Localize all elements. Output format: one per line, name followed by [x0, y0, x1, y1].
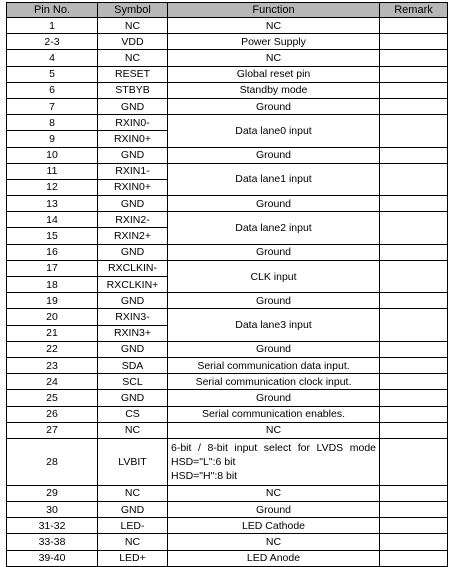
function-cell: NC: [168, 485, 380, 501]
symbol-cell: GND: [98, 196, 168, 212]
function-cell: Ground: [168, 147, 380, 163]
remark-cell: [380, 260, 448, 292]
pin-number-cell: 28: [7, 438, 98, 485]
symbol-cell: GND: [98, 293, 168, 309]
pin-number-cell: 8: [7, 115, 98, 131]
remark-cell: [380, 485, 448, 501]
symbol-cell: GND: [98, 98, 168, 114]
remark-cell: [380, 66, 448, 82]
symbol-cell: NC: [98, 534, 168, 550]
symbol-cell: LED-: [98, 518, 168, 534]
function-cell: [168, 438, 380, 485]
table-row: [7, 341, 448, 357]
remark-cell: [380, 82, 448, 98]
symbol-cell: RXIN2+: [98, 228, 168, 244]
pin-number-cell: 30: [7, 502, 98, 518]
pin-number-cell: 20: [7, 309, 98, 325]
header-remark: Remark: [380, 3, 448, 18]
symbol-cell: VDD: [98, 34, 168, 50]
table-row: [7, 309, 448, 325]
function-cell: Serial communication data input.: [168, 357, 380, 373]
symbol-cell: RXIN2-: [98, 212, 168, 228]
table-row: [7, 438, 448, 485]
remark-cell: [380, 212, 448, 244]
remark-cell: [380, 518, 448, 534]
table-row: [7, 293, 448, 309]
symbol-cell: RXIN0-: [98, 115, 168, 131]
symbol-cell: CS: [98, 406, 168, 422]
symbol-cell: LED+: [98, 550, 168, 566]
remark-cell: [380, 438, 448, 485]
remark-cell: [380, 309, 448, 341]
symbol-cell: RXIN3+: [98, 325, 168, 341]
table-row: [7, 390, 448, 406]
symbol-cell: STBYB: [98, 82, 168, 98]
symbol-cell: GND: [98, 502, 168, 518]
function-line: HSD="H":8 bit: [171, 469, 238, 482]
function-cell: Data lane1 input: [168, 163, 380, 195]
table-row: [7, 18, 448, 34]
remark-cell: [380, 293, 448, 309]
remark-cell: [380, 374, 448, 390]
pin-number-cell: 16: [7, 244, 98, 260]
pin-number-cell: 25: [7, 390, 98, 406]
pin-number-cell: 5: [7, 66, 98, 82]
remark-cell: [380, 163, 448, 195]
remark-cell: [380, 34, 448, 50]
table-row: [7, 485, 448, 501]
function-cell: Ground: [168, 341, 380, 357]
symbol-cell: GND: [98, 147, 168, 163]
table-header-row: [7, 3, 448, 18]
symbol-cell: NC: [98, 18, 168, 34]
function-cell: Ground: [168, 244, 380, 260]
pin-number-cell: 14: [7, 212, 98, 228]
header-function: Function: [168, 3, 380, 18]
symbol-cell: NC: [98, 50, 168, 66]
remark-cell: [380, 341, 448, 357]
symbol-cell: NC: [98, 485, 168, 501]
pin-number-cell: 31-32: [7, 518, 98, 534]
table-row: [7, 406, 448, 422]
table-row: [7, 357, 448, 373]
pin-number-cell: 6: [7, 82, 98, 98]
function-cell: Power Supply: [168, 34, 380, 50]
table-row: [7, 34, 448, 50]
pin-number-cell: 24: [7, 374, 98, 390]
table-row: [7, 550, 448, 566]
function-cell: NC: [168, 422, 380, 438]
symbol-cell: LVBIT: [98, 438, 168, 485]
function-cell: Data lane3 input: [168, 309, 380, 341]
remark-cell: [380, 244, 448, 260]
function-cell: Ground: [168, 196, 380, 212]
function-cell: Serial communication clock input.: [168, 374, 380, 390]
pin-number-cell: 22: [7, 341, 98, 357]
function-cell: Ground: [168, 293, 380, 309]
pin-number-cell: 1: [7, 18, 98, 34]
table-row: [7, 518, 448, 534]
remark-cell: [380, 357, 448, 373]
symbol-cell: GND: [98, 244, 168, 260]
function-cell: NC: [168, 534, 380, 550]
header-pin-no: Pin No.: [7, 3, 98, 18]
table-body: [7, 18, 448, 567]
pin-number-cell: 21: [7, 325, 98, 341]
table-row: [7, 196, 448, 212]
pin-number-cell: 33-38: [7, 534, 98, 550]
pin-number-cell: 9: [7, 131, 98, 147]
symbol-cell: RXIN3-: [98, 309, 168, 325]
table-row: [7, 82, 448, 98]
table-row: [7, 534, 448, 550]
symbol-cell: RXCLKIN-: [98, 260, 168, 276]
pin-number-cell: 39-40: [7, 550, 98, 566]
function-cell: NC: [168, 50, 380, 66]
function-cell: Data lane0 input: [168, 115, 380, 147]
function-cell: CLK input: [168, 260, 380, 292]
function-cell: Global reset pin: [168, 66, 380, 82]
table-row: [7, 50, 448, 66]
remark-cell: [380, 502, 448, 518]
symbol-cell: RESET: [98, 66, 168, 82]
table-row: [7, 260, 448, 276]
pin-number-cell: 13: [7, 196, 98, 212]
symbol-cell: GND: [98, 390, 168, 406]
table-row: [7, 422, 448, 438]
pin-number-cell: 11: [7, 163, 98, 179]
table-row: [7, 163, 448, 179]
remark-cell: [380, 406, 448, 422]
function-cell: Data lane2 input: [168, 212, 380, 244]
symbol-cell: RXIN1-: [98, 163, 168, 179]
symbol-cell: SDA: [98, 357, 168, 373]
function-cell: LED Anode: [168, 550, 380, 566]
function-cell: NC: [168, 18, 380, 34]
function-line: 6-bit / 8-bit input select for LVDS mode: [171, 441, 376, 454]
pin-number-cell: 7: [7, 98, 98, 114]
pin-number-cell: 10: [7, 147, 98, 163]
symbol-cell: NC: [98, 422, 168, 438]
remark-cell: [380, 534, 448, 550]
function-cell: Standby mode: [168, 82, 380, 98]
symbol-cell: RXCLKIN+: [98, 277, 168, 293]
remark-cell: [380, 196, 448, 212]
table-row: [7, 147, 448, 163]
function-cell: Ground: [168, 390, 380, 406]
function-line: HSD="L":6 bit: [171, 455, 236, 468]
function-cell: Ground: [168, 98, 380, 114]
table-row: [7, 502, 448, 518]
remark-cell: [380, 98, 448, 114]
pin-number-cell: 17: [7, 260, 98, 276]
pin-assignment-table: [6, 2, 448, 567]
function-cell: LED Cathode: [168, 518, 380, 534]
remark-cell: [380, 50, 448, 66]
pin-number-cell: 19: [7, 293, 98, 309]
remark-cell: [380, 422, 448, 438]
header-symbol: Symbol: [98, 3, 168, 18]
table-row: [7, 66, 448, 82]
pin-number-cell: 18: [7, 277, 98, 293]
pin-number-cell: 15: [7, 228, 98, 244]
remark-cell: [380, 18, 448, 34]
pin-number-cell: 2-3: [7, 34, 98, 50]
pin-number-cell: 4: [7, 50, 98, 66]
table-row: [7, 244, 448, 260]
remark-cell: [380, 550, 448, 566]
table-row: [7, 212, 448, 228]
table-row: [7, 98, 448, 114]
pin-number-cell: 12: [7, 179, 98, 195]
symbol-cell: RXIN0+: [98, 179, 168, 195]
pin-number-cell: 23: [7, 357, 98, 373]
pin-number-cell: 27: [7, 422, 98, 438]
pin-number-cell: 29: [7, 485, 98, 501]
remark-cell: [380, 147, 448, 163]
remark-cell: [380, 390, 448, 406]
table-row: [7, 115, 448, 131]
table-row: [7, 374, 448, 390]
symbol-cell: GND: [98, 341, 168, 357]
pin-number-cell: 26: [7, 406, 98, 422]
function-cell: Ground: [168, 502, 380, 518]
function-cell: Serial communication enables.: [168, 406, 380, 422]
symbol-cell: SCL: [98, 374, 168, 390]
symbol-cell: RXIN0+: [98, 131, 168, 147]
remark-cell: [380, 115, 448, 147]
